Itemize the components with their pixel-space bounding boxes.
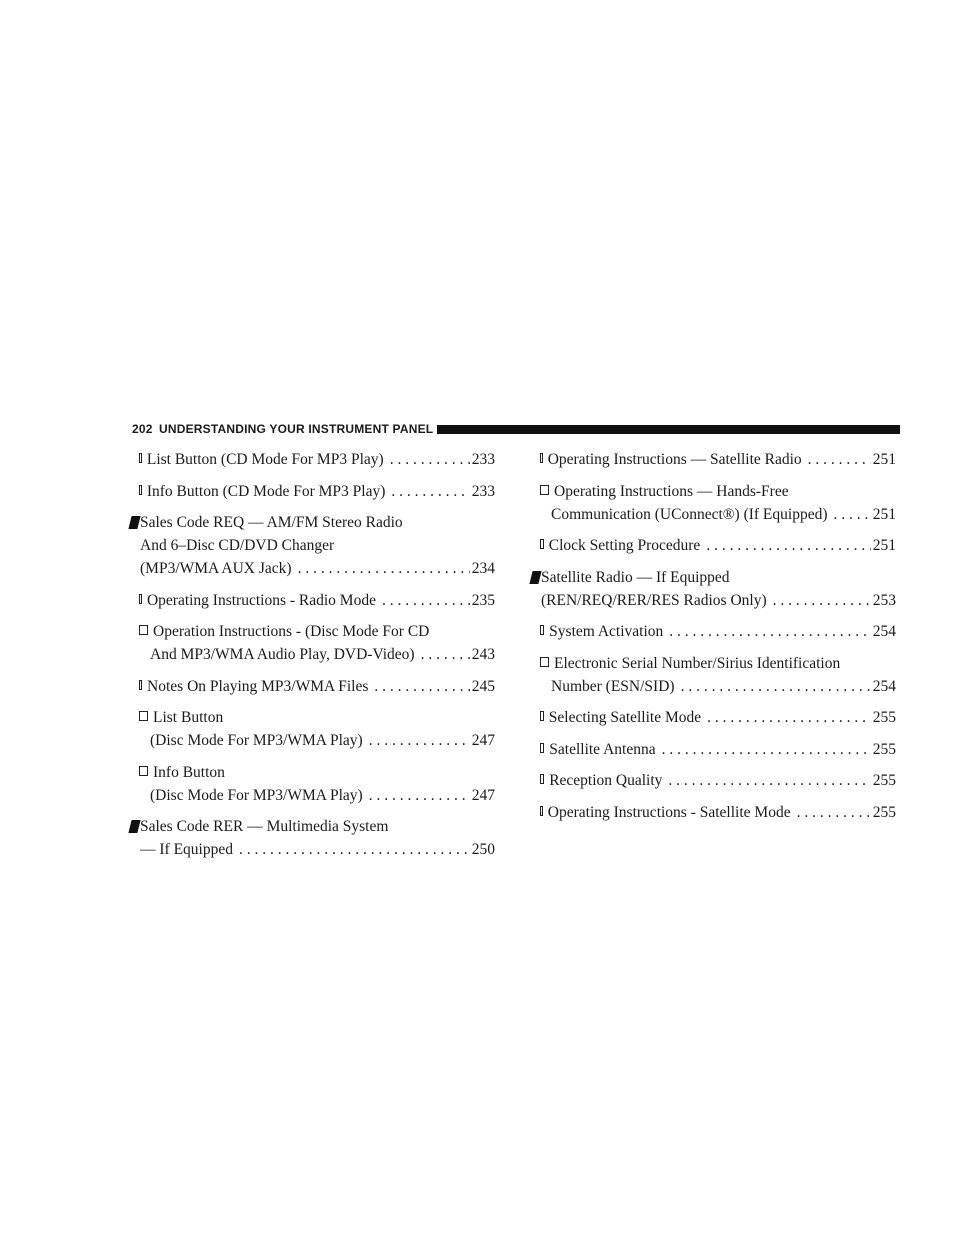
- toc-entry-text: Operating Instructions — Hands-Free: [554, 482, 789, 500]
- toc-page-number: 250: [471, 841, 495, 858]
- toc-page-number: 255: [872, 772, 896, 789]
- toc-page-number: 251: [872, 451, 896, 468]
- subsection-bullet-icon: [540, 711, 544, 721]
- toc-entry[interactable]: [531, 769, 896, 792]
- toc-entry-text: Electronic Serial Number/Sirius Identification: [554, 654, 841, 672]
- toc-entry-text: Sales Code RER — Multimedia System: [140, 818, 389, 835]
- toc-entry[interactable]: [130, 815, 495, 861]
- toc-entry[interactable]: [130, 589, 495, 612]
- toc-entry[interactable]: [531, 448, 896, 471]
- toc-entry[interactable]: [130, 675, 495, 698]
- toc-entry[interactable]: [130, 480, 495, 503]
- toc-entry[interactable]: [130, 620, 495, 666]
- toc-page-number: 235: [471, 591, 495, 609]
- toc-page-number: 251: [872, 505, 896, 523]
- toc-page-number: 233: [471, 482, 495, 500]
- page-number: 202: [132, 422, 153, 436]
- dot-leader: [656, 738, 871, 761]
- dot-leader: [376, 589, 470, 612]
- toc-entry[interactable]: [531, 652, 896, 698]
- dot-leader: [292, 557, 470, 580]
- toc-entry[interactable]: [130, 761, 495, 807]
- dot-leader: [828, 503, 871, 526]
- dot-leader: [662, 769, 870, 792]
- toc-entry-text: Operating Instructions - Satellite Mode: [547, 803, 791, 821]
- toc-entry-text: (MP3/WMA AUX Jack): [140, 560, 292, 577]
- toc-page-number: 247: [471, 732, 495, 749]
- dot-leader: [368, 675, 469, 698]
- dot-leader: [675, 675, 871, 698]
- toc-page-number: 243: [471, 646, 495, 663]
- toc-entry-text: And 6–Disc CD/DVD Changer: [140, 537, 335, 554]
- subsection-bullet-icon: [540, 806, 543, 816]
- toc-entry-text: Satellite Antenna: [549, 740, 656, 758]
- toc-entry-text: Info Button: [153, 763, 225, 781]
- toc-page-number: 253: [872, 591, 896, 609]
- dot-leader: [802, 448, 871, 471]
- header-rule: [437, 425, 900, 434]
- toc-page-number: 255: [872, 740, 896, 758]
- toc-entry-text: (Disc Mode For MP3/WMA Play): [150, 786, 363, 804]
- toc-page-number: 245: [471, 677, 495, 695]
- toc-entry-text: Operating Instructions — Satellite Radio: [547, 451, 802, 468]
- toc-entry-text: Number (ESN/SID): [551, 677, 675, 695]
- toc-entry[interactable]: [531, 566, 896, 612]
- dot-leader: [385, 480, 469, 503]
- toc-page-number: 255: [872, 803, 896, 821]
- toc-entry[interactable]: [531, 534, 896, 557]
- subsection-bullet-icon: [139, 680, 142, 690]
- toc-entry[interactable]: [531, 738, 896, 761]
- toc-entry-text: Info Button (CD Mode For MP3 Play): [146, 482, 386, 500]
- subsection-bullet-icon: [139, 453, 142, 463]
- dot-leader: [415, 643, 470, 666]
- dot-leader: [233, 838, 470, 861]
- toc-page-number: 251: [872, 537, 896, 554]
- toc-entry-text: System Activation: [549, 623, 664, 640]
- toc-entry-text: List Button (CD Mode For MP3 Play): [146, 451, 384, 468]
- toc-entry[interactable]: [130, 448, 495, 471]
- subsection-bullet-icon: [540, 657, 549, 667]
- toc-entry-text: Notes On Playing MP3/WMA Files: [147, 677, 369, 695]
- subsection-bullet-icon: [139, 485, 142, 495]
- toc-entry[interactable]: [531, 706, 896, 729]
- dot-leader: [791, 801, 871, 824]
- toc-entry-text: Operation Instructions - (Disc Mode For CD: [153, 623, 430, 640]
- dot-leader: [701, 706, 871, 729]
- toc-entry-text: (REN/REQ/RER/RES Radios Only): [541, 591, 767, 609]
- toc-page-number: 255: [872, 709, 896, 726]
- subsection-bullet-icon: [540, 453, 543, 463]
- subsection-bullet-icon: [139, 766, 148, 776]
- toc-page-number: 234: [471, 560, 495, 577]
- toc-entry-text: And MP3/WMA Audio Play, DVD-Video): [150, 646, 415, 663]
- subsection-bullet-icon: [540, 774, 544, 784]
- toc-entry-text: Sales Code REQ — AM/FM Stereo Radio: [140, 514, 403, 531]
- toc-page-number: 233: [471, 451, 495, 468]
- toc-entry[interactable]: [531, 480, 896, 526]
- toc-entry-text: Reception Quality: [549, 772, 663, 789]
- toc-entry-text: (Disc Mode For MP3/WMA Play): [150, 732, 363, 749]
- subsection-bullet-icon: [540, 743, 544, 753]
- toc-entry-text: Satellite Radio — If Equipped: [541, 568, 730, 586]
- dot-leader: [363, 729, 470, 752]
- toc-page-number: 254: [872, 677, 896, 695]
- subsection-bullet-icon: [139, 625, 148, 635]
- subsection-bullet-icon: [540, 485, 549, 495]
- toc-entry[interactable]: [531, 620, 896, 643]
- toc-entry-text: Communication (UConnect®) (If Equipped): [551, 505, 828, 523]
- toc-entry[interactable]: [531, 801, 896, 824]
- dot-leader: [767, 589, 871, 612]
- toc-page-number: 247: [471, 786, 495, 804]
- section-title: UNDERSTANDING YOUR INSTRUMENT PANEL: [159, 422, 434, 436]
- toc-entry-text: Operating Instructions - Radio Mode: [146, 591, 376, 609]
- toc-entry[interactable]: [130, 511, 495, 580]
- toc-entry-text: Selecting Satellite Mode: [548, 709, 702, 726]
- subsection-bullet-icon: [540, 625, 544, 635]
- subsection-bullet-icon: [139, 711, 148, 721]
- dot-leader: [700, 534, 870, 557]
- toc-left-column: [130, 448, 495, 861]
- page-header: [130, 420, 900, 440]
- dot-leader: [384, 448, 470, 471]
- dot-leader: [363, 784, 470, 807]
- toc-entry-text: List Button: [153, 709, 224, 726]
- toc-entry-text: — If Equipped: [140, 841, 233, 858]
- toc-entry[interactable]: [130, 706, 495, 752]
- subsection-bullet-icon: [139, 594, 142, 604]
- toc-entry-text: Clock Setting Procedure: [548, 537, 701, 554]
- subsection-bullet-icon: [540, 539, 544, 549]
- toc-right-column: [531, 448, 896, 824]
- toc-page-number: 254: [872, 623, 896, 640]
- dot-leader: [663, 620, 870, 643]
